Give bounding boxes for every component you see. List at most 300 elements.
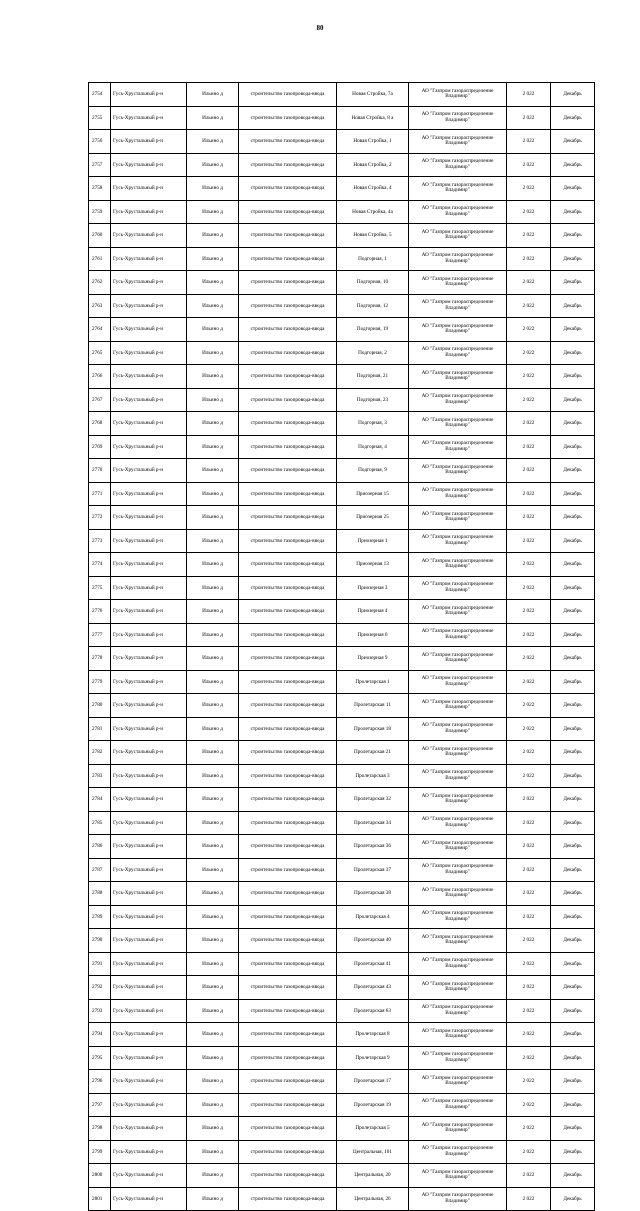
district-cell: Гусь-Хрустальный р-н (111, 858, 187, 882)
locality-cell: Ильино д (187, 435, 239, 459)
month-cell: Декабрь (551, 999, 595, 1023)
month-cell: Декабрь (551, 412, 595, 436)
locality-cell: Ильино д (187, 365, 239, 389)
work-type-cell: строительство газопровода-ввода (239, 717, 337, 741)
work-type-cell: строительство газопровода-ввода (239, 976, 337, 1000)
month-cell: Декабрь (551, 318, 595, 342)
organization-cell: АО "Газпром газораспределение Владимир" (409, 177, 507, 201)
work-type-cell: строительство газопровода-ввода (239, 1164, 337, 1188)
month-cell: Декабрь (551, 647, 595, 671)
row-number: 2800 (89, 1164, 111, 1188)
organization-cell: АО "Газпром газораспределение Владимир" (409, 506, 507, 530)
year-cell: 2 022 (507, 999, 551, 1023)
row-number: 2770 (89, 459, 111, 483)
locality-cell: Ильино д (187, 1117, 239, 1141)
row-number: 2764 (89, 318, 111, 342)
month-cell: Декабрь (551, 764, 595, 788)
month-cell: Декабрь (551, 83, 595, 107)
row-number: 2774 (89, 553, 111, 577)
locality-cell: Ильино д (187, 1187, 239, 1211)
row-number: 2757 (89, 153, 111, 177)
year-cell: 2 022 (507, 576, 551, 600)
table-row (89, 999, 595, 1023)
row-number: 2781 (89, 717, 111, 741)
row-number: 2776 (89, 600, 111, 624)
work-type-cell: строительство газопровода-ввода (239, 999, 337, 1023)
table-row (89, 1187, 595, 1211)
year-cell: 2 022 (507, 529, 551, 553)
year-cell: 2 022 (507, 341, 551, 365)
work-type-cell: строительство газопровода-ввода (239, 341, 337, 365)
table-row (89, 1093, 595, 1117)
table-row (89, 341, 595, 365)
address-cell: Центральная, 26 (337, 1187, 409, 1211)
work-type-cell: строительство газопровода-ввода (239, 294, 337, 318)
year-cell: 2 022 (507, 412, 551, 436)
row-number: 2756 (89, 130, 111, 154)
year-cell: 2 022 (507, 153, 551, 177)
table-row (89, 153, 595, 177)
work-type-cell: строительство газопровода-ввода (239, 835, 337, 859)
row-number: 2768 (89, 412, 111, 436)
row-number: 2758 (89, 177, 111, 201)
year-cell: 2 022 (507, 694, 551, 718)
month-cell: Декабрь (551, 388, 595, 412)
month-cell: Декабрь (551, 1093, 595, 1117)
year-cell: 2 022 (507, 811, 551, 835)
district-cell: Гусь-Хрустальный р-н (111, 788, 187, 812)
address-cell: Новая Стройка, 8 а (337, 106, 409, 130)
organization-cell: АО "Газпром газораспределение Владимир" (409, 553, 507, 577)
address-cell: Приозерная 13 (337, 553, 409, 577)
organization-cell: АО "Газпром газораспределение Владимир" (409, 623, 507, 647)
row-number: 2796 (89, 1070, 111, 1094)
work-type-cell: строительство газопровода-ввода (239, 553, 337, 577)
work-type-cell: строительство газопровода-ввода (239, 1117, 337, 1141)
row-number: 2792 (89, 976, 111, 1000)
organization-cell: АО "Газпром газораспределение Владимир" (409, 976, 507, 1000)
year-cell: 2 022 (507, 835, 551, 859)
organization-cell: АО "Газпром газораспределение Владимир" (409, 435, 507, 459)
district-cell: Гусь-Хрустальный р-н (111, 952, 187, 976)
table-row (89, 177, 595, 201)
locality-cell: Ильино д (187, 1046, 239, 1070)
district-cell: Гусь-Хрустальный р-н (111, 764, 187, 788)
month-cell: Декабрь (551, 1164, 595, 1188)
row-number: 2767 (89, 388, 111, 412)
table-row (89, 905, 595, 929)
locality-cell: Ильино д (187, 600, 239, 624)
work-type-cell: строительство газопровода-ввода (239, 224, 337, 248)
district-cell: Гусь-Хрустальный р-н (111, 694, 187, 718)
address-cell: Приозерная 6 (337, 623, 409, 647)
month-cell: Декабрь (551, 1070, 595, 1094)
year-cell: 2 022 (507, 130, 551, 154)
table-row (89, 318, 595, 342)
year-cell: 2 022 (507, 788, 551, 812)
row-number: 2795 (89, 1046, 111, 1070)
table-row (89, 835, 595, 859)
address-cell: Пролетарская 34 (337, 811, 409, 835)
organization-cell: АО "Газпром газораспределение Владимир" (409, 318, 507, 342)
organization-cell: АО "Газпром газораспределение Владимир" (409, 858, 507, 882)
address-cell: Приозерная 3 (337, 576, 409, 600)
organization-cell: АО "Газпром газораспределение Владимир" (409, 929, 507, 953)
address-cell: Подгорная, 1 (337, 247, 409, 271)
year-cell: 2 022 (507, 882, 551, 906)
address-cell: Новая Стройка, 4а (337, 200, 409, 224)
row-number: 2777 (89, 623, 111, 647)
district-cell: Гусь-Хрустальный р-н (111, 1187, 187, 1211)
address-cell: Приозерная 15 (337, 482, 409, 506)
district-cell: Гусь-Хрустальный р-н (111, 130, 187, 154)
district-cell: Гусь-Хрустальный р-н (111, 341, 187, 365)
district-cell: Гусь-Хрустальный р-н (111, 506, 187, 530)
table-row (89, 365, 595, 389)
locality-cell: Ильино д (187, 858, 239, 882)
row-number: 2772 (89, 506, 111, 530)
year-cell: 2 022 (507, 717, 551, 741)
year-cell: 2 022 (507, 1117, 551, 1141)
row-number: 2762 (89, 271, 111, 295)
district-cell: Гусь-Хрустальный р-н (111, 929, 187, 953)
work-type-cell: строительство газопровода-ввода (239, 600, 337, 624)
address-cell: Центральная, 20 (337, 1164, 409, 1188)
year-cell: 2 022 (507, 365, 551, 389)
table-row (89, 294, 595, 318)
table-row (89, 600, 595, 624)
locality-cell: Ильино д (187, 459, 239, 483)
table-row (89, 1023, 595, 1047)
district-cell: Гусь-Хрустальный р-н (111, 1070, 187, 1094)
month-cell: Декабрь (551, 271, 595, 295)
year-cell: 2 022 (507, 1187, 551, 1211)
work-type-cell: строительство газопровода-ввода (239, 1187, 337, 1211)
month-cell: Декабрь (551, 717, 595, 741)
row-number: 2785 (89, 811, 111, 835)
locality-cell: Ильино д (187, 482, 239, 506)
year-cell: 2 022 (507, 271, 551, 295)
address-cell: Новая Стройка, 5 (337, 224, 409, 248)
locality-cell: Ильино д (187, 1093, 239, 1117)
organization-cell: АО "Газпром газораспределение Владимир" (409, 764, 507, 788)
address-cell: Подгорная, 4 (337, 435, 409, 459)
month-cell: Декабрь (551, 529, 595, 553)
address-cell: Подгорная, 3 (337, 412, 409, 436)
year-cell: 2 022 (507, 1093, 551, 1117)
work-type-cell: строительство газопровода-ввода (239, 764, 337, 788)
year-cell: 2 022 (507, 106, 551, 130)
table-row (89, 623, 595, 647)
district-cell: Гусь-Хрустальный р-н (111, 623, 187, 647)
district-cell: Гусь-Хрустальный р-н (111, 388, 187, 412)
month-cell: Декабрь (551, 247, 595, 271)
table-row (89, 506, 595, 530)
year-cell: 2 022 (507, 247, 551, 271)
month-cell: Декабрь (551, 506, 595, 530)
address-cell: Пролетарская 19 (337, 1093, 409, 1117)
address-cell: Пролетарская 18 (337, 717, 409, 741)
district-cell: Гусь-Хрустальный р-н (111, 318, 187, 342)
table-row (89, 482, 595, 506)
organization-cell: АО "Газпром газораспределение Владимир" (409, 811, 507, 835)
table-row (89, 929, 595, 953)
row-number: 2790 (89, 929, 111, 953)
locality-cell: Ильино д (187, 811, 239, 835)
organization-cell: АО "Газпром газораспределение Владимир" (409, 130, 507, 154)
locality-cell: Ильино д (187, 529, 239, 553)
district-cell: Гусь-Хрустальный р-н (111, 1023, 187, 1047)
address-cell: Подгорная, 23 (337, 388, 409, 412)
work-type-cell: строительство газопровода-ввода (239, 130, 337, 154)
organization-cell: АО "Газпром газораспределение Владимир" (409, 835, 507, 859)
district-cell: Гусь-Хрустальный р-н (111, 1093, 187, 1117)
district-cell: Гусь-Хрустальный р-н (111, 576, 187, 600)
organization-cell: АО "Газпром газораспределение Владимир" (409, 365, 507, 389)
organization-cell: АО "Газпром газораспределение Владимир" (409, 482, 507, 506)
work-type-cell: строительство газопровода-ввода (239, 482, 337, 506)
table-row (89, 576, 595, 600)
address-cell: Пролетарская 3 (337, 764, 409, 788)
organization-cell: АО "Газпром газораспределение Владимир" (409, 388, 507, 412)
work-type-cell: строительство газопровода-ввода (239, 177, 337, 201)
row-number: 2783 (89, 764, 111, 788)
address-cell: Пролетарская 11 (337, 694, 409, 718)
organization-cell: АО "Газпром газораспределение Владимир" (409, 1093, 507, 1117)
address-cell: Пролетарская 9 (337, 1046, 409, 1070)
year-cell: 2 022 (507, 858, 551, 882)
table-row (89, 788, 595, 812)
district-cell: Гусь-Хрустальный р-н (111, 482, 187, 506)
year-cell: 2 022 (507, 952, 551, 976)
district-cell: Гусь-Хрустальный р-н (111, 435, 187, 459)
month-cell: Декабрь (551, 882, 595, 906)
month-cell: Декабрь (551, 976, 595, 1000)
address-cell: Подгорная, 2 (337, 341, 409, 365)
address-cell: Пролетарская 17 (337, 1070, 409, 1094)
work-type-cell: строительство газопровода-ввода (239, 318, 337, 342)
district-cell: Гусь-Хрустальный р-н (111, 835, 187, 859)
month-cell: Декабрь (551, 1046, 595, 1070)
locality-cell: Ильино д (187, 741, 239, 765)
registry-body (89, 83, 595, 1211)
work-type-cell: строительство газопровода-ввода (239, 1046, 337, 1070)
month-cell: Декабрь (551, 788, 595, 812)
locality-cell: Ильино д (187, 224, 239, 248)
locality-cell: Ильино д (187, 1140, 239, 1164)
table-row (89, 435, 595, 459)
year-cell: 2 022 (507, 623, 551, 647)
table-row (89, 553, 595, 577)
row-number: 2799 (89, 1140, 111, 1164)
month-cell: Декабрь (551, 200, 595, 224)
year-cell: 2 022 (507, 764, 551, 788)
locality-cell: Ильино д (187, 318, 239, 342)
year-cell: 2 022 (507, 1140, 551, 1164)
district-cell: Гусь-Хрустальный р-н (111, 976, 187, 1000)
year-cell: 2 022 (507, 905, 551, 929)
month-cell: Декабрь (551, 835, 595, 859)
district-cell: Гусь-Хрустальный р-н (111, 670, 187, 694)
year-cell: 2 022 (507, 741, 551, 765)
locality-cell: Ильино д (187, 670, 239, 694)
locality-cell: Ильино д (187, 717, 239, 741)
table-row (89, 200, 595, 224)
month-cell: Декабрь (551, 294, 595, 318)
address-cell: Пролетарская 63 (337, 999, 409, 1023)
organization-cell: АО "Газпром газораспределение Владимир" (409, 1070, 507, 1094)
organization-cell: АО "Газпром газораспределение Владимир" (409, 717, 507, 741)
district-cell: Гусь-Хрустальный р-н (111, 224, 187, 248)
year-cell: 2 022 (507, 929, 551, 953)
address-cell: Новая Стройка, 2 (337, 153, 409, 177)
month-cell: Декабрь (551, 929, 595, 953)
address-cell: Пролетарская 37 (337, 858, 409, 882)
table-row (89, 1140, 595, 1164)
locality-cell: Ильино д (187, 506, 239, 530)
row-number: 2761 (89, 247, 111, 271)
organization-cell: АО "Газпром газораспределение Владимир" (409, 341, 507, 365)
row-number: 2759 (89, 200, 111, 224)
organization-cell: АО "Газпром газораспределение Владимир" (409, 412, 507, 436)
organization-cell: АО "Газпром газораспределение Владимир" (409, 247, 507, 271)
address-cell: Подгорная, 9 (337, 459, 409, 483)
organization-cell: АО "Газпром газораспределение Владимир" (409, 647, 507, 671)
work-type-cell: строительство газопровода-ввода (239, 882, 337, 906)
month-cell: Декабрь (551, 435, 595, 459)
address-cell: Пролетарская 8 (337, 1023, 409, 1047)
table-row (89, 412, 595, 436)
month-cell: Декабрь (551, 741, 595, 765)
row-number: 2763 (89, 294, 111, 318)
district-cell: Гусь-Хрустальный р-н (111, 811, 187, 835)
row-number: 2797 (89, 1093, 111, 1117)
work-type-cell: строительство газопровода-ввода (239, 271, 337, 295)
table-row (89, 858, 595, 882)
organization-cell: АО "Газпром газораспределение Владимир" (409, 741, 507, 765)
organization-cell: АО "Газпром газораспределение Владимир" (409, 200, 507, 224)
work-type-cell: строительство газопровода-ввода (239, 153, 337, 177)
work-type-cell: строительство газопровода-ввода (239, 741, 337, 765)
year-cell: 2 022 (507, 459, 551, 483)
table-row (89, 670, 595, 694)
organization-cell: АО "Газпром газораспределение Владимир" (409, 1046, 507, 1070)
district-cell: Гусь-Хрустальный р-н (111, 459, 187, 483)
address-cell: Пролетарская 32 (337, 788, 409, 812)
locality-cell: Ильино д (187, 788, 239, 812)
work-type-cell: строительство газопровода-ввода (239, 83, 337, 107)
work-type-cell: строительство газопровода-ввода (239, 365, 337, 389)
row-number: 2787 (89, 858, 111, 882)
work-type-cell: строительство газопровода-ввода (239, 788, 337, 812)
address-cell: Пролетарская 1 (337, 670, 409, 694)
address-cell: Пролетарская 38 (337, 882, 409, 906)
address-cell: Пролетарская 40 (337, 929, 409, 953)
row-number: 2755 (89, 106, 111, 130)
row-number: 2775 (89, 576, 111, 600)
locality-cell: Ильино д (187, 247, 239, 271)
table-row (89, 130, 595, 154)
work-type-cell: строительство газопровода-ввода (239, 670, 337, 694)
organization-cell: АО "Газпром газораспределение Владимир" (409, 576, 507, 600)
year-cell: 2 022 (507, 1023, 551, 1047)
work-type-cell: строительство газопровода-ввода (239, 623, 337, 647)
work-type-cell: строительство газопровода-ввода (239, 952, 337, 976)
work-type-cell: строительство газопровода-ввода (239, 576, 337, 600)
table-row (89, 247, 595, 271)
district-cell: Гусь-Хрустальный р-н (111, 247, 187, 271)
work-type-cell: строительство газопровода-ввода (239, 412, 337, 436)
address-cell: Новая Стройка, 7а (337, 83, 409, 107)
locality-cell: Ильино д (187, 952, 239, 976)
month-cell: Декабрь (551, 130, 595, 154)
table-row (89, 741, 595, 765)
year-cell: 2 022 (507, 647, 551, 671)
year-cell: 2 022 (507, 435, 551, 459)
table-row (89, 882, 595, 906)
address-cell: Приозерная 25 (337, 506, 409, 530)
month-cell: Декабрь (551, 553, 595, 577)
table-row (89, 83, 595, 107)
address-cell: Пролетарская 5 (337, 1117, 409, 1141)
locality-cell: Ильино д (187, 412, 239, 436)
work-type-cell: строительство газопровода-ввода (239, 506, 337, 530)
district-cell: Гусь-Хрустальный р-н (111, 553, 187, 577)
table-row (89, 529, 595, 553)
district-cell: Гусь-Хрустальный р-н (111, 529, 187, 553)
address-cell: Подгорная, 21 (337, 365, 409, 389)
district-cell: Гусь-Хрустальный р-н (111, 294, 187, 318)
row-number: 2773 (89, 529, 111, 553)
organization-cell: АО "Газпром газораспределение Владимир" (409, 1117, 507, 1141)
work-type-cell: строительство газопровода-ввода (239, 905, 337, 929)
locality-cell: Ильино д (187, 200, 239, 224)
district-cell: Гусь-Хрустальный р-н (111, 153, 187, 177)
organization-cell: АО "Газпром газораспределение Владимир" (409, 83, 507, 107)
row-number: 2794 (89, 1023, 111, 1047)
district-cell: Гусь-Хрустальный р-н (111, 717, 187, 741)
district-cell: Гусь-Хрустальный р-н (111, 271, 187, 295)
row-number: 2771 (89, 482, 111, 506)
table-row (89, 224, 595, 248)
month-cell: Декабрь (551, 106, 595, 130)
address-cell: Центральная, 101 (337, 1140, 409, 1164)
locality-cell: Ильино д (187, 553, 239, 577)
organization-cell: АО "Газпром газораспределение Владимир" (409, 952, 507, 976)
organization-cell: АО "Газпром газораспределение Владимир" (409, 106, 507, 130)
locality-cell: Ильино д (187, 294, 239, 318)
address-cell: Приозерная 4 (337, 600, 409, 624)
work-type-cell: строительство газопровода-ввода (239, 1093, 337, 1117)
month-cell: Декабрь (551, 811, 595, 835)
district-cell: Гусь-Хрустальный р-н (111, 882, 187, 906)
row-number: 2798 (89, 1117, 111, 1141)
organization-cell: АО "Газпром газораспределение Владимир" (409, 882, 507, 906)
row-number: 2801 (89, 1187, 111, 1211)
organization-cell: АО "Газпром газораспределение Владимир" (409, 294, 507, 318)
work-type-cell: строительство газопровода-ввода (239, 388, 337, 412)
table-row (89, 647, 595, 671)
work-type-cell: строительство газопровода-ввода (239, 459, 337, 483)
address-cell: Приозерная 1 (337, 529, 409, 553)
work-type-cell: строительство газопровода-ввода (239, 529, 337, 553)
month-cell: Декабрь (551, 459, 595, 483)
organization-cell: АО "Газпром газораспределение Владимир" (409, 694, 507, 718)
address-cell: Новая Стройка, 1 (337, 130, 409, 154)
table-row (89, 1164, 595, 1188)
locality-cell: Ильино д (187, 1164, 239, 1188)
row-number: 2780 (89, 694, 111, 718)
